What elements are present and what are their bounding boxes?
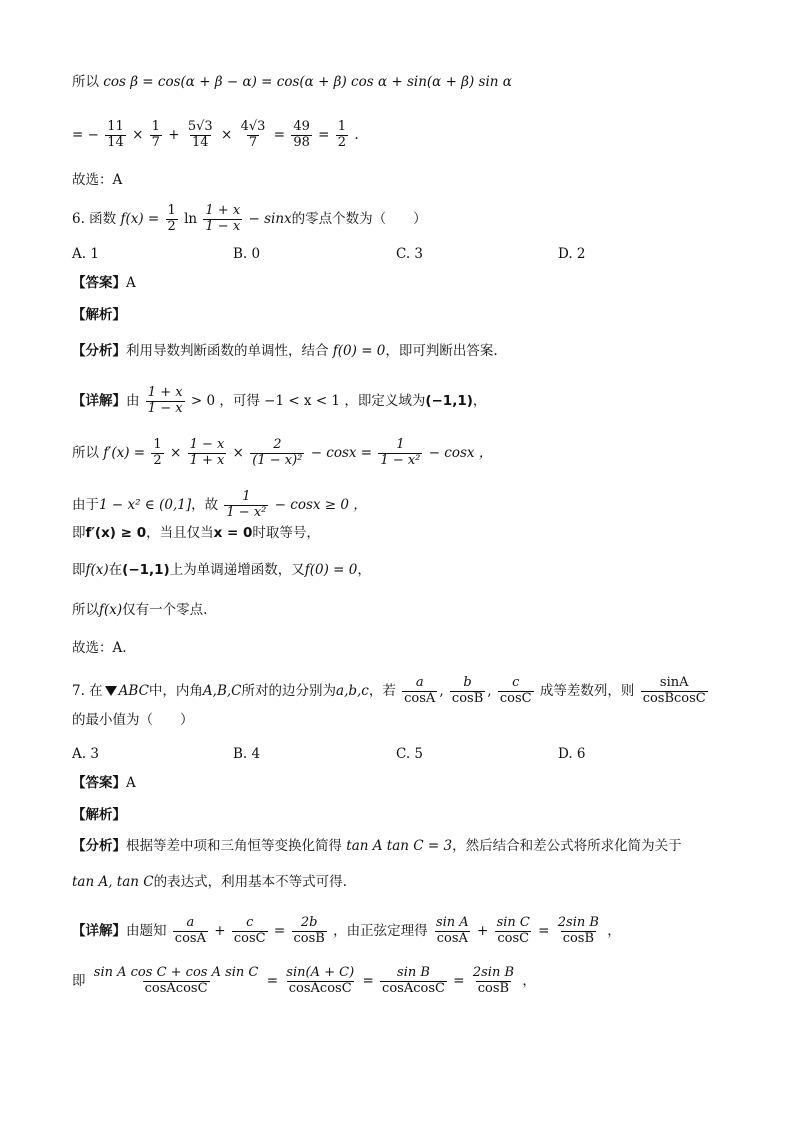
q7-fenxi: 【分析】根据等差中项和三角恒等变换化简得 tan A tan C = 3，然后结合和差公式将所求化简为关于 — [72, 838, 682, 854]
q7-answer: 【答案】A — [72, 775, 136, 791]
fraction: $\frac{2b}{\cos B}$ — [293, 915, 325, 946]
q6-xiangjie: 【详解】由 $\frac{1 + x}{1 - x}$ > 0 ，可得 −1 < x < 1 ，即定义域为(−1,1)， — [72, 385, 487, 416]
fraction: $\frac{1}{2}$ — [167, 203, 176, 234]
math: = − — [72, 126, 99, 143]
q7-simplify: 即 $\frac{\text{sin A cos C + cos A sin C}}{\text{cosAcosC}}$ = $\frac{\sin(A + C)}{\text{cosAcosC}}$ = $\frac{\text{sin B}}{\text{cosAcosC}}$ = $\frac{\text{2sin B}}{\cos B}$ ， — [72, 965, 536, 996]
fraction: $\frac{1 - x}{1 + x}$ — [189, 437, 225, 468]
q6-answer: 【答案】A — [72, 275, 136, 291]
q6-line-t1: 即f′(x) ≥ 0，当且仅当x = 0时取等号， — [72, 525, 320, 541]
text: 所以 — [72, 74, 99, 90]
math: + — [168, 126, 180, 143]
fraction: $\frac{1}{2}$ — [337, 119, 347, 150]
fraction: $\frac{a}{\cos A}$ — [404, 675, 436, 706]
derivation-line-2 — [72, 120, 359, 151]
derivation-line-1 — [72, 76, 512, 90]
math: ln — [184, 210, 198, 227]
q7-option-b: B. 4 — [233, 746, 261, 762]
q7-fenxi-2: tan A, tan C的表达式，利用基本不等式可得. — [72, 874, 347, 890]
q7-option-c: C. 5 — [396, 746, 424, 762]
q6-analysis-heading: 【解析】 — [72, 307, 126, 323]
q6-final: 故选：A. — [72, 640, 127, 656]
fraction: $\frac{1}{\text{1 − x²}}$ — [226, 489, 267, 520]
q6-option-c: C. 3 — [396, 246, 424, 262]
math: × — [132, 126, 144, 143]
fraction: $\frac{\text{2sin B}}{\cos B}$ — [472, 965, 515, 996]
fraction: $\frac{1 + x}{1 - x}$ — [147, 385, 183, 416]
fraction: $\frac{c}{\cos C}$ — [233, 915, 266, 946]
answer-choice-line: 故选：A — [72, 172, 123, 188]
fraction: $\frac{1}{\text{1 − x²}}$ — [380, 437, 421, 468]
q6-since: 由于1 − x² ∈ (0,1]，故 $\frac{1}{\text{1 − x²}}$ − cosx ≥ 0 ， — [72, 489, 367, 520]
fraction: $\frac{1 + x}{1 - x}$ — [205, 203, 241, 234]
fraction: $\frac{1}{7}$ — [151, 119, 160, 150]
math: = — [318, 126, 330, 143]
fraction: $\frac{4√3}{7}$ — [240, 119, 266, 150]
q6-line-t3: 所以f(x)仅有一个零点. — [72, 602, 208, 618]
fraction: $\frac{a}{\cos A}$ — [174, 915, 206, 946]
question-7-line-2: 的最小值为（ ） — [72, 712, 194, 728]
triangle-icon — [105, 686, 117, 696]
fraction: $\frac{\text{2sin B}}{\cos B}$ — [557, 915, 599, 946]
math: − sinx — [248, 210, 292, 227]
q7-analysis-heading: 【解析】 — [72, 807, 126, 823]
math: . — [354, 126, 359, 143]
question-7: 7. 在 ABC中，内角A,B,C所对的边分别为a,b,c，若 $\frac{a}{\cos A}$ , $\frac{b}{\cos B}$ , $\frac{c}{\cos C}$ 成等差数列，则 $\frac{\sin A}{\text{cosBcosC}}$ — [72, 675, 706, 706]
q6-fenxi: 【分析】利用导数判断函数的单调性，结合 f(0) = 0，即可判断出答案. — [72, 343, 498, 359]
q6-option-b: B. 0 — [233, 246, 261, 262]
math: f(x) = — [120, 210, 160, 227]
fraction: $\frac{b}{\cos B}$ — [451, 675, 484, 706]
fraction: $\frac{\text{sin B}}{\text{cosAcosC}}$ — [382, 965, 445, 996]
q6-option-d: D. 2 — [558, 246, 586, 262]
math: = — [273, 126, 286, 143]
text: 的零点个数为（ ） — [291, 210, 427, 227]
math: × — [220, 126, 233, 143]
q7-option-d: D. 6 — [558, 746, 586, 762]
fraction: $\frac{49}{98}$ — [293, 119, 310, 150]
fraction: $\frac{\sin A}{\text{cosBcosC}}$ — [642, 675, 706, 706]
fraction: $\frac{\sin(A + C)}{\text{cosAcosC}}$ — [286, 965, 355, 996]
fraction: $\frac{\text{sin A cos C + cos A sin C}}{\text{cosAcosC}}$ — [93, 965, 259, 996]
q6-derivative: 所以 f′(x) = $\frac{1}{2}$ × $\frac{1 - x}{1 + x}$ × $\frac{2}{\text{(1 − x)²}}$ − cosx = $\frac{1}{\text{1 − x²}}$ − cosx ， — [72, 437, 493, 468]
fraction: $\frac{\text{sin A}}{\cos A}$ — [435, 915, 469, 946]
math: cos β = cos(α + β − α) = cos(α + β) cos α + sin(α + β) sin α — [103, 74, 512, 90]
q6-line-t2: 即f(x)在(−1,1)上为单调递增函数，又f(0) = 0， — [72, 562, 371, 578]
fraction: $\frac{\text{sin C}}{\cos C}$ — [496, 915, 530, 946]
fraction: $\frac{c}{\cos C}$ — [499, 675, 532, 706]
text: 6. 函数 — [72, 210, 117, 227]
q7-option-a: A. 3 — [72, 746, 99, 762]
fraction: $\frac{1}{2}$ — [153, 437, 162, 468]
fraction: $\frac{11}{14}$ — [107, 119, 124, 150]
q6-option-a: A. 1 — [72, 246, 99, 262]
q7-xiangjie: 【详解】由题知 $\frac{a}{\cos A}$ + $\frac{c}{\cos C}$ = $\frac{2b}{\cos B}$ ，由正弦定理得 $\frac{\text{sin A}}{\cos A}$ + $\frac{\text{sin C}}{\cos C}$ = $\frac{\text{2sin B}}{\cos B}$ ， — [72, 915, 621, 946]
question-6 — [72, 204, 427, 235]
fraction: $\frac{5√3}{14}$ — [187, 119, 213, 150]
fraction: $\frac{2}{\text{(1 − x)²}}$ — [252, 437, 303, 468]
